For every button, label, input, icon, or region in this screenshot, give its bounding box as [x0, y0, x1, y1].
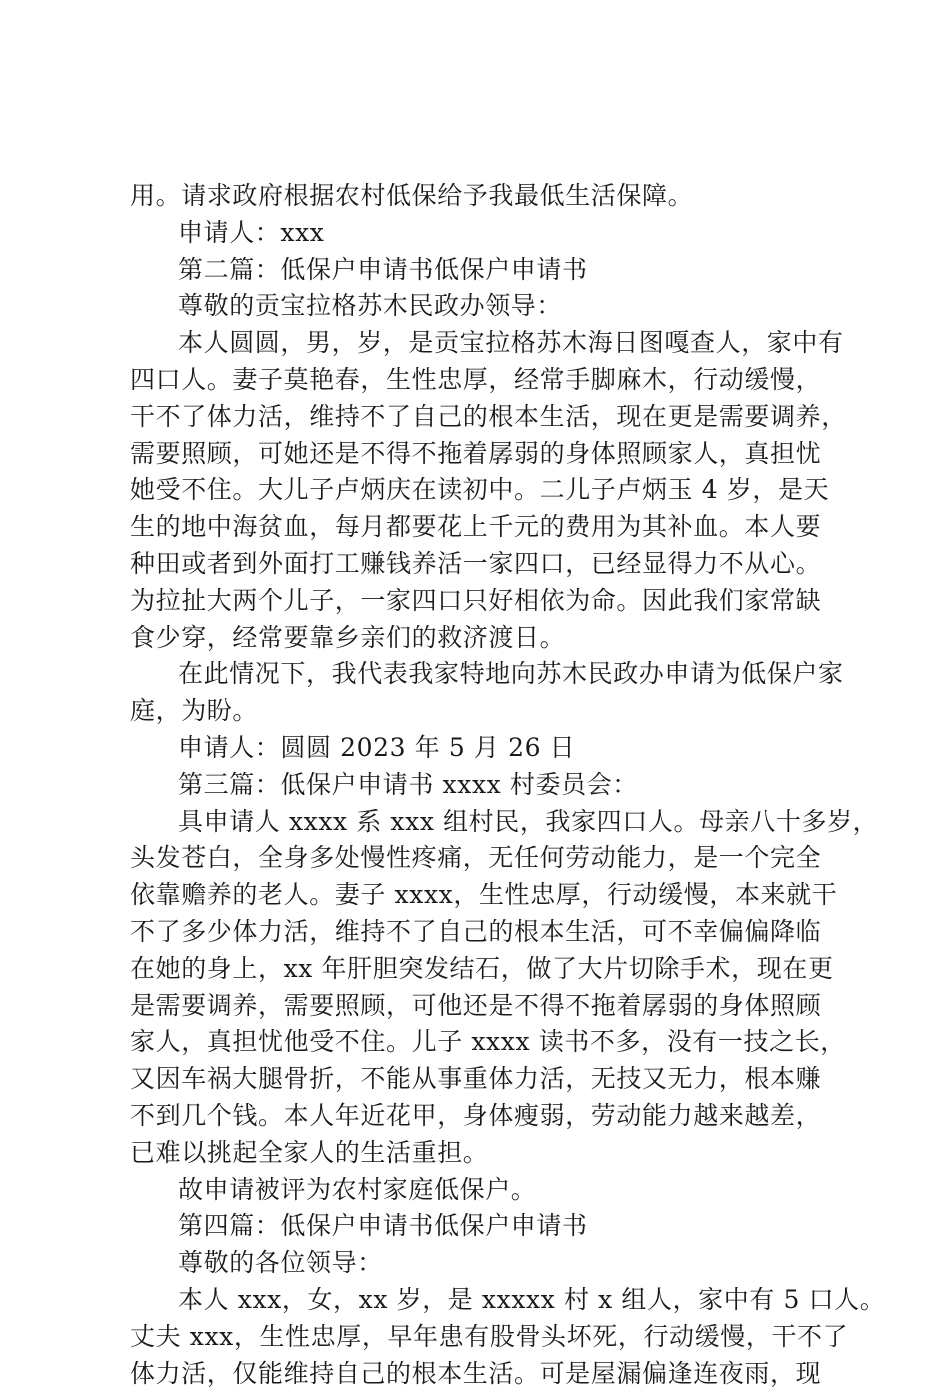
text-line: 需要照顾，可她还是不得不拖着孱弱的身体照顾家人，真担忧: [130, 436, 840, 473]
text-line: 本人圆圆，男，岁，是贡宝拉格苏木海日图嘎查人，家中有: [130, 325, 840, 362]
text-line: 体力活，仅能维持自己的根本生活。可是屋漏偏逢连夜雨，现: [130, 1356, 840, 1392]
text-line: 在她的身上，xx 年肝胆突发结石，做了大片切除手术，现在更: [130, 951, 840, 988]
text-line: 本人 xxx，女，xx 岁，是 xxxxx 村 x 组人，家中有 5 口人。: [130, 1282, 840, 1319]
text-line: 她受不住。大儿子卢炳庆在读初中。二儿子卢炳玉 4 岁，是天: [130, 472, 840, 509]
text-line: 食少穿，经常要靠乡亲们的救济渡日。: [130, 620, 840, 657]
text-line: 家人，真担忧他受不住。儿子 xxxx 读书不多，没有一技之长，: [130, 1024, 840, 1061]
text-line: 又因车祸大腿骨折，不能从事重体力活，无技又无力，根本赚: [130, 1061, 840, 1098]
text-line: 四口人。妻子莫艳春，生性忠厚，经常手脚麻木，行动缓慢，: [130, 362, 840, 399]
text-line: 申请人：xxx: [130, 215, 840, 252]
text-line: 尊敬的贡宝拉格苏木民政办领导：: [130, 288, 840, 325]
text-line: 种田或者到外面打工赚钱养活一家四口，已经显得力不从心。: [130, 546, 840, 583]
text-line: 干不了体力活，维持不了自己的根本生活，现在更是需要调养，: [130, 399, 840, 436]
text-line: 头发苍白，全身多处慢性疼痛，无任何劳动能力，是一个完全: [130, 840, 840, 877]
text-line: 用。请求政府根据农村低保给予我最低生活保障。: [130, 178, 840, 215]
text-line: 故申请被评为农村家庭低保户。: [130, 1172, 840, 1209]
text-line: 具申请人 xxxx 系 xxx 组村民，我家四口人。母亲八十多岁，: [130, 804, 840, 841]
text-line: 是需要调养，需要照顾，可他还是不得不拖着孱弱的身体照顾: [130, 988, 840, 1025]
text-line: 不到几个钱。本人年近花甲，身体瘦弱，劳动能力越来越差，: [130, 1098, 840, 1135]
text-line: 第三篇：低保户申请书 xxxx 村委员会：: [130, 767, 840, 804]
text-line: 依靠赡养的老人。妻子 xxxx，生性忠厚，行动缓慢，本来就干: [130, 877, 840, 914]
text-line: 在此情况下，我代表我家特地向苏木民政办申请为低保户家: [130, 656, 840, 693]
text-line: 第二篇：低保户申请书低保户申请书: [130, 252, 840, 289]
text-line: 申请人：圆圆 2023 年 5 月 26 日: [130, 730, 840, 767]
text-line: 第四篇：低保户申请书低保户申请书: [130, 1208, 840, 1245]
text-line: 尊敬的各位领导：: [130, 1245, 840, 1282]
text-line: 不了多少体力活，维持不了自己的根本生活，可不幸偏偏降临: [130, 914, 840, 951]
document-body: [130, 178, 840, 1392]
text-line: 生的地中海贫血，每月都要花上千元的费用为其补血。本人要: [130, 509, 840, 546]
text-line: 为拉扯大两个儿子，一家四口只好相依为命。因此我们家常缺: [130, 583, 840, 620]
text-line: 庭，为盼。: [130, 693, 840, 730]
text-line: 丈夫 xxx，生性忠厚，早年患有股骨头坏死，行动缓慢，干不了: [130, 1319, 840, 1356]
text-line: 已难以挑起全家人的生活重担。: [130, 1135, 840, 1172]
